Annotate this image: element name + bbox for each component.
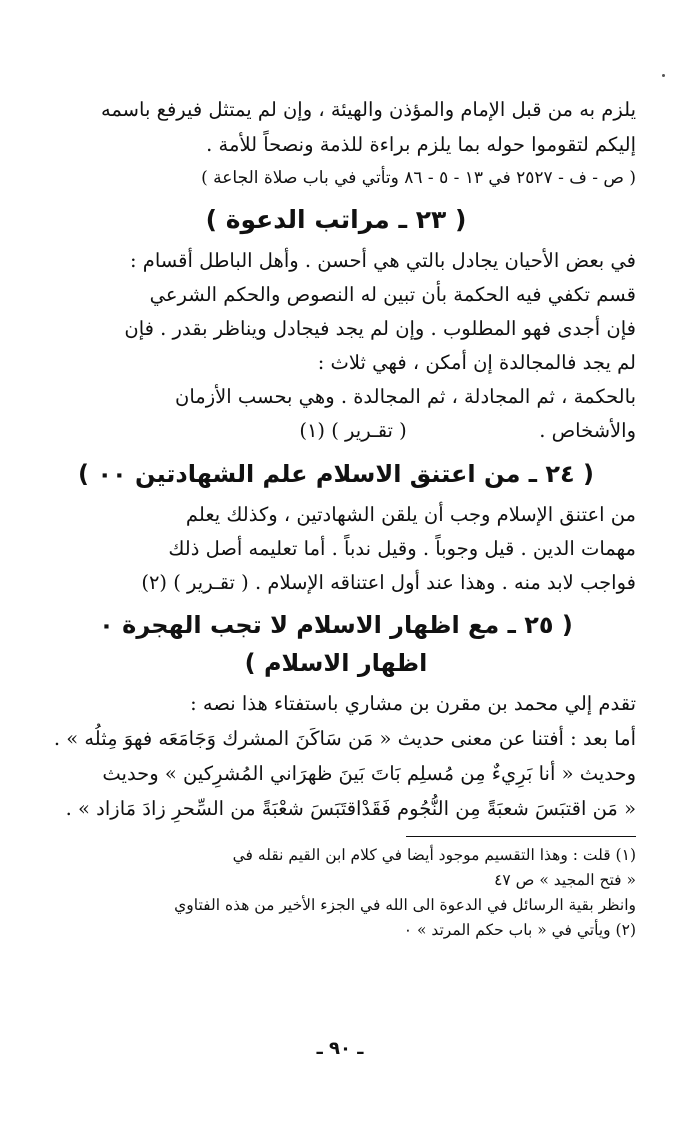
section-heading-25 (36, 606, 636, 682)
footnote-line: (٢) ويأتي في « باب حكم المرتد » ٠ (403, 921, 636, 939)
footnote-reference-1: ( تقـرير ) (١) (299, 419, 407, 442)
paragraph-line: في بعض الأحيان يجادل بالتي هي أحسن . وأهل الباطل أقسام : (129, 249, 636, 272)
footnote-line: (١) قلت : وهذا التقسيم موجود أيضا في كلام ابن القيم نقله في (232, 846, 636, 864)
paragraph-text: والأشخاص . (539, 419, 636, 442)
paragraph-line: لم يجد فالمجالدة إن أمكن ، فهي ثلاث : (317, 351, 636, 374)
paragraph-line: « مَن اقتبَسَ شعبَةً مِن النُّجُوم فَقَدْاقتَبَسَ شعْبَةً من السِّحرِ زادَ مَازاد » . (65, 797, 636, 820)
paragraph-line: قسم تكفي فيه الحكمة بأن تبين له النصوص والحكم الشرعي (149, 283, 636, 306)
paragraph-line: يلزم به من قبل الإمام والمؤذن والهيئة ، وإن لم يمتثل فيرفع باسمه (100, 98, 636, 121)
paragraph-line: أما بعد : أفتنا عن معنى حديث « مَن سَاكَنَ المشرك وَجَامَعَه فهوَ مِثلُه » . (53, 727, 636, 750)
page-number: ـ ٩٠ ـ (316, 1038, 364, 1059)
paragraph-line: إليكم لتقوموا حوله بما يلزم براءة للذمة ونصحاً للأمة . (206, 133, 636, 156)
heading-line: اظهار الاسلام ) (244, 649, 428, 677)
paragraph-line (36, 414, 636, 448)
source-reference: ( ص - ف - ٢٥٢٧ في ١٣ - ٥ - ٨٦ وتأتي في باب صلاة الجاعة ) (201, 168, 636, 188)
footnote-line: « فتح المجيد » ص ٤٧ (494, 871, 636, 889)
section-heading-24: ( ٢٤ ـ من اعتنق الاسلام علم الشهادتين ٠٠ ) (77, 460, 594, 488)
paragraph-line: مهمات الدين . قيل وجوباً . وقيل ندباً . أما تعليمه أصل ذلك (168, 537, 636, 560)
paragraph-line: وحديث « أنا بَرِيءٌ مِن مُسلِم بَاتَ بَينَ ظهرَاني المُشرِكين » وحديث (102, 762, 636, 785)
scan-speck (662, 74, 665, 77)
paragraph-line: فواجب لابد منه . وهذا عند أول اعتناقه الإسلام . ( تقـرير ) (٢) (141, 571, 636, 594)
paragraph-line: من اعتنق الإسلام وجب أن يلقن الشهادتين ، وكذلك يعلم (185, 503, 636, 526)
paragraph-line: بالحكمة ، ثم المجادلة ، ثم المجالدة . وهي بحسب الأزمان (175, 385, 636, 408)
paragraph-line: فإن أجدى فهو المطلوب . وإن لم يجد فيجادل ويناظر بقدر . فإن (124, 317, 636, 340)
footnote-line: وانظر بقية الرسائل في الدعوة الى الله في الجزء الأخير من هذه الفتاوي (174, 896, 636, 914)
section-heading-23: ( ٢٣ ـ مراتب الدعوة ) (205, 205, 467, 234)
document-page (36, 92, 636, 943)
footnote-divider (406, 836, 636, 837)
heading-line: ( ٢٥ ـ مع اظهار الاسلام لا تجب الهجرة ٠ (99, 611, 573, 639)
paragraph-line: تقدم إلي محمد بن مقرن بن مشاري باستفتاء هذا نصه : (190, 692, 636, 715)
